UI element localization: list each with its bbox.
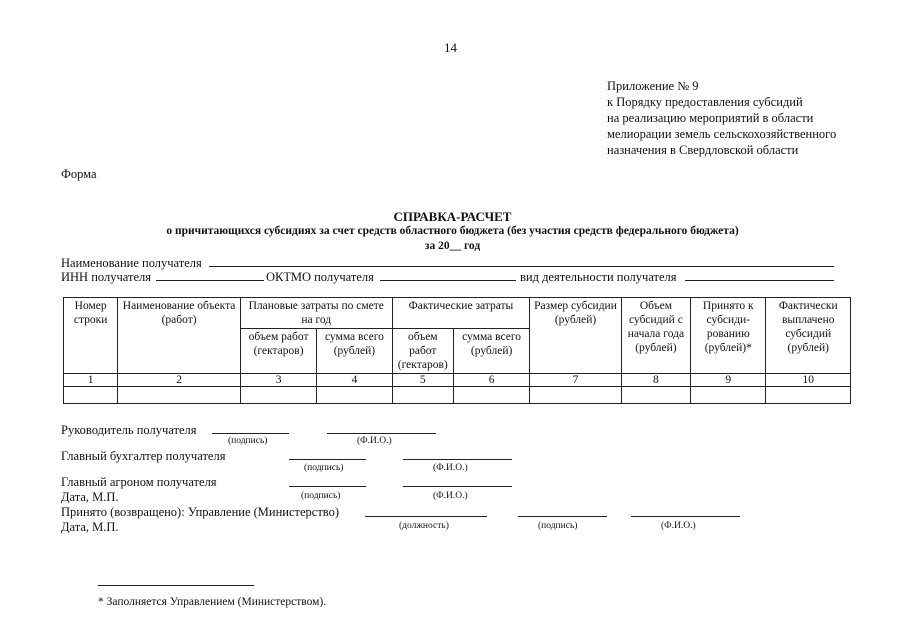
footnote-separator bbox=[98, 585, 254, 586]
header-accepted: Принято к субсиди-рованию (рублей)* bbox=[691, 298, 766, 374]
header-object-name: Наименование объекта (работ) bbox=[118, 298, 241, 374]
agronomist-fio-caption: (Ф.И.О.) bbox=[433, 491, 468, 501]
position-caption: (должность) bbox=[399, 521, 449, 531]
subsidy-table bbox=[63, 297, 851, 404]
accepted-fio-caption: (Ф.И.О.) bbox=[661, 521, 696, 531]
table-cell[interactable] bbox=[766, 387, 851, 404]
header-paid: Фактически выплачено субсидий (рублей) bbox=[766, 298, 851, 374]
agronomist-fio-field[interactable] bbox=[403, 486, 512, 487]
appendix-line: на реализацию мероприятий в области bbox=[607, 111, 814, 125]
accepted-fio-field[interactable] bbox=[631, 516, 740, 517]
document-subtitle: о причитающихся субсидиях за счет средств областного бюджета (без участия средств федерального бюджета) bbox=[166, 225, 739, 237]
table-cell[interactable] bbox=[317, 387, 392, 404]
appendix-line: к Порядку предоставления субсидий bbox=[607, 95, 803, 109]
column-number: 4 bbox=[317, 374, 392, 387]
document-year: за 20__ год bbox=[424, 240, 481, 252]
footnote-text: * Заполняется Управлением (Министерством). bbox=[98, 596, 327, 608]
head-fio-field[interactable] bbox=[327, 433, 436, 434]
column-number: 8 bbox=[621, 374, 690, 387]
activity-field[interactable] bbox=[685, 280, 834, 281]
header-subsidy-volume: Объем субсидий с начала года (рублей) bbox=[621, 298, 690, 374]
oktmo-label: ОКТМО получателя bbox=[266, 270, 374, 284]
position-field[interactable] bbox=[365, 516, 487, 517]
header-planned-sum: сумма всего (рублей) bbox=[317, 329, 392, 374]
recipient-name-field[interactable] bbox=[209, 266, 834, 267]
agronomist-sign-field[interactable] bbox=[289, 486, 366, 487]
accountant-label: Главный бухгалтер получателя bbox=[61, 449, 226, 463]
accountant-fio-caption: (Ф.И.О.) bbox=[433, 463, 468, 473]
column-number: 7 bbox=[530, 374, 621, 387]
header-planned: Плановые затраты по смете на год bbox=[240, 298, 392, 329]
agronomist-label: Главный агроном получателя bbox=[61, 475, 217, 489]
accepted-sign-field[interactable] bbox=[518, 516, 607, 517]
head-fio-caption: (Ф.И.О.) bbox=[357, 436, 392, 446]
date-mp-label: Дата, М.П. bbox=[61, 490, 119, 504]
column-number: 2 bbox=[118, 374, 241, 387]
head-sign-field[interactable] bbox=[212, 433, 289, 434]
header-row-number: Номер строки bbox=[64, 298, 118, 374]
appendix-line: мелиорации земель сельскохозяйственного bbox=[607, 127, 837, 141]
accountant-sign-caption: (подпись) bbox=[304, 463, 344, 473]
table-cell[interactable] bbox=[64, 387, 118, 404]
appendix-block bbox=[607, 78, 836, 158]
inn-label: ИНН получателя bbox=[61, 270, 151, 284]
page-number: 14 bbox=[444, 40, 457, 55]
appendix-line: Приложение № 9 bbox=[607, 79, 699, 93]
activity-label: вид деятельности получателя bbox=[520, 270, 677, 284]
accountant-sign-field[interactable] bbox=[289, 459, 366, 460]
agronomist-sign-caption: (подпись) bbox=[301, 491, 341, 501]
oktmo-field[interactable] bbox=[380, 280, 516, 281]
date-mp-label-2: Дата, М.П. bbox=[61, 520, 119, 534]
table-row bbox=[64, 387, 851, 404]
appendix-line: назначения в Свердловской области bbox=[607, 143, 799, 157]
recipient-name-label: Наименование получателя bbox=[61, 256, 202, 270]
accountant-fio-field[interactable] bbox=[403, 459, 512, 460]
accepted-sign-caption: (подпись) bbox=[538, 521, 578, 531]
table-cell[interactable] bbox=[118, 387, 241, 404]
head-sign-caption: (подпись) bbox=[228, 436, 268, 446]
head-label: Руководитель получателя bbox=[61, 423, 197, 437]
form-label: Форма bbox=[61, 167, 97, 181]
accepted-by-label: Принято (возвращено): Управление (Министерство) bbox=[61, 505, 340, 519]
table-cell[interactable] bbox=[392, 387, 453, 404]
document-title: СПРАВКА-РАСЧЕТ bbox=[393, 209, 512, 224]
column-number: 6 bbox=[453, 374, 529, 387]
table-cell[interactable] bbox=[453, 387, 529, 404]
table-cell[interactable] bbox=[240, 387, 316, 404]
header-actual-sum: сумма всего (рублей) bbox=[453, 329, 529, 374]
column-number: 5 bbox=[392, 374, 453, 387]
column-number: 3 bbox=[240, 374, 316, 387]
header-actual: Фактические затраты bbox=[392, 298, 530, 329]
header-planned-volume: объем работ (гектаров) bbox=[240, 329, 316, 374]
header-actual-volume: объем работ (гектаров) bbox=[392, 329, 453, 374]
table-cell[interactable] bbox=[621, 387, 690, 404]
column-number: 10 bbox=[766, 374, 851, 387]
table-cell[interactable] bbox=[530, 387, 621, 404]
inn-field[interactable] bbox=[156, 280, 264, 281]
column-number: 1 bbox=[64, 374, 118, 387]
table-cell[interactable] bbox=[691, 387, 766, 404]
column-number: 9 bbox=[691, 374, 766, 387]
header-subsidy-size: Размер субсидии (рублей) bbox=[530, 298, 621, 374]
